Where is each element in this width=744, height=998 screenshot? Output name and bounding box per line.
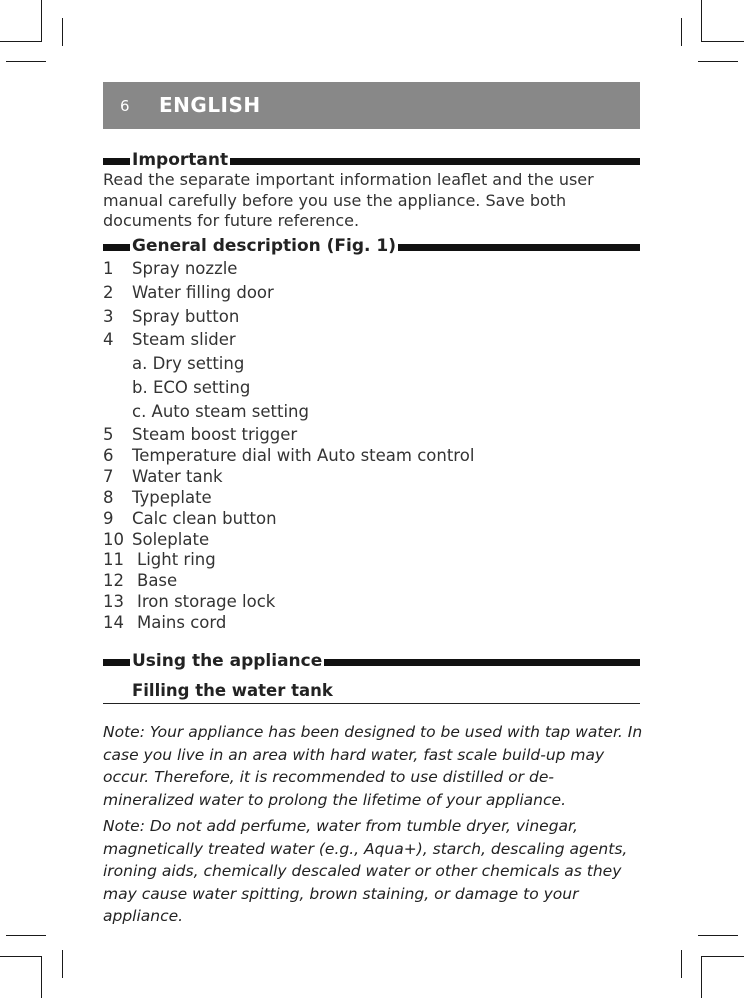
item-number: 1 xyxy=(103,259,114,278)
crop-mark xyxy=(41,956,42,998)
item-label: Base xyxy=(137,571,178,590)
item-number: 5 xyxy=(103,425,114,444)
item-number: 3 xyxy=(103,307,114,326)
heading-bar xyxy=(305,659,640,666)
item-label: Spray nozzle xyxy=(132,259,238,278)
heading-bar xyxy=(103,659,130,666)
crop-mark xyxy=(6,61,46,62)
heading-bar xyxy=(103,158,130,165)
item-label: Steam slider xyxy=(132,330,236,349)
item-label: Calc clean button xyxy=(132,509,277,528)
item-label: Light ring xyxy=(137,550,216,569)
heading-bar xyxy=(103,244,130,251)
section-heading-using xyxy=(103,651,640,671)
crop-mark xyxy=(702,41,744,42)
page-header xyxy=(103,82,640,129)
item-number: 14 xyxy=(103,613,124,632)
note-paragraph: Note: Your appliance has been designed to be used with tap water. In case you live in an area with hard water, fast scale build-up may occur. Therefore, it is recommended to use distilled or de-mineralized water to prolong the lifetime of your appliance. xyxy=(103,723,643,809)
crop-mark xyxy=(701,0,702,42)
item-label: Mains cord xyxy=(137,613,227,632)
heading-bar xyxy=(373,244,640,251)
language-title: ENGLISH xyxy=(159,93,261,117)
note-paragraph: Note: Do not add perfume, water from tumble dryer, vinegar, magnetically treated water (e.g., Aqua+), starch, descaling agents, ironing aids, chemically descaled water or other chemicals as they may cause water spitting, brown staining, or damage to your appliance. xyxy=(103,817,628,925)
item-number: 2 xyxy=(103,283,114,302)
crop-mark xyxy=(62,18,63,46)
item-label: Typeplate xyxy=(132,488,212,507)
subsection-title: Filling the water tank xyxy=(132,681,333,700)
item-number: 6 xyxy=(103,446,114,465)
item-number: 8 xyxy=(103,488,114,507)
item-label: Steam boost trigger xyxy=(132,425,298,444)
item-number: 10 xyxy=(103,530,124,549)
list-subitem: c. Auto steam setting xyxy=(132,402,309,421)
item-label: Water tank xyxy=(132,467,223,486)
item-label: Iron storage lock xyxy=(137,592,276,611)
crop-mark xyxy=(702,956,744,957)
section-title: Using the appliance xyxy=(132,651,323,671)
crop-mark xyxy=(0,41,42,42)
crop-mark xyxy=(698,61,738,62)
item-label: Spray button xyxy=(132,307,240,326)
item-number: 11 xyxy=(103,550,124,569)
item-number: 4 xyxy=(103,330,114,349)
crop-mark xyxy=(681,18,682,46)
section-title: General description (Fig. 1) xyxy=(132,236,396,256)
crop-mark xyxy=(6,935,46,936)
section-heading-important xyxy=(103,150,640,170)
section-title: Important xyxy=(132,150,229,170)
item-number: 13 xyxy=(103,592,124,611)
crop-mark xyxy=(41,0,42,42)
subsection-rule xyxy=(103,703,640,704)
crop-mark xyxy=(701,956,702,998)
item-label: Water filling door xyxy=(132,283,274,302)
crop-mark xyxy=(698,935,738,936)
list-subitem: b. ECO setting xyxy=(132,378,251,397)
section-heading-general xyxy=(103,236,640,256)
list-subitem: a. Dry setting xyxy=(132,354,245,373)
heading-bar xyxy=(223,158,640,165)
item-label: Temperature dial with Auto steam control xyxy=(132,446,475,465)
crop-mark xyxy=(681,950,682,978)
page-number: 6 xyxy=(120,97,130,115)
item-number: 9 xyxy=(103,509,114,528)
crop-mark xyxy=(0,956,42,957)
crop-mark xyxy=(62,950,63,978)
item-number: 12 xyxy=(103,571,124,590)
item-label: Soleplate xyxy=(132,530,210,549)
important-paragraph: Read the separate important information leaflet and the user manual carefully before you use the appliance. Save both documents for future reference. xyxy=(103,170,594,230)
item-number: 7 xyxy=(103,467,114,486)
